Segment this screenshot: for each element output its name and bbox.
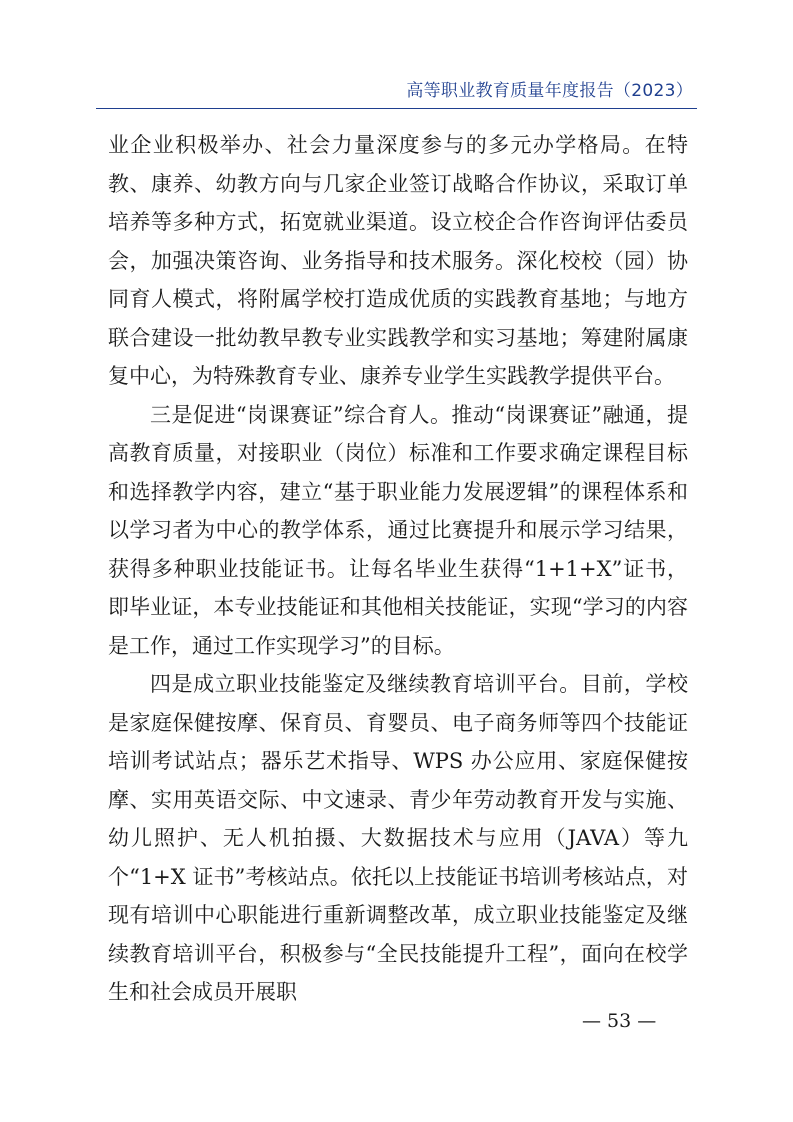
report-header-title: 高等职业教育质量年度报告（2023） — [406, 81, 693, 101]
body-text — [108, 126, 688, 1012]
paragraph-continuation: 业企业积极举办、社会力量深度参与的多元办学格局。在特教、康养、幼教方向与几家企业签订战略合作协议，采取订单培养等多种方式，拓宽就业渠道。设立校企合作咨询评估委员会，加强决策咨询、业务指导和技术服务。深化校校（园）协同育人模式，将附属学校打造成优质的实践教育基地；与地方联合建设一批幼教早教专业实践教学和实习基地；筹建附属康复中心，为特殊教育专业、康养专业学生实践教学提供平台。 — [108, 133, 688, 388]
header-divider — [96, 108, 697, 109]
page-number: — 53 — — [582, 1010, 657, 1032]
paragraph-gangkesaizheng: 三是促进“岗课赛证”综合育人。推动“岗课赛证”融通，提高教育质量，对接职业（岗位）标准和工作要求确定课程目标和选择教学内容，建立“基于职业能力发展逻辑”的课程体系和以学习者为中心的教学体系，通过比赛提升和展示学习结果，获得多种职业技能证书。让每名毕业生获得“1+1+X”证书，即毕业证，本专业技能证和其他相关技能证，实现“学习的内容是工作，通过工作实现学习”的目标。 — [108, 402, 688, 658]
paragraph-skills-training-platform: 四是成立职业技能鉴定及继续教育培训平台。目前，学校是家庭保健按摩、保育员、育婴员、电子商务师等四个技能证培训考试站点；器乐艺术指导、WPS 办公应用、家庭保健按摩、实用英语交际、中文速录、青少年劳动教育开发与实施、幼儿照护、无人机拍摄、大数据技术与应用（JAVA）等九个“1+X 证书”考核站点。依托以上技能证书培训考核站点，对现有培训中心职能进行重新调整改革，成立职业技能鉴定及继续教育培训平台，积极参与“全民技能提升工程”，面向在校学生和社会成员开展职 — [108, 672, 688, 1004]
